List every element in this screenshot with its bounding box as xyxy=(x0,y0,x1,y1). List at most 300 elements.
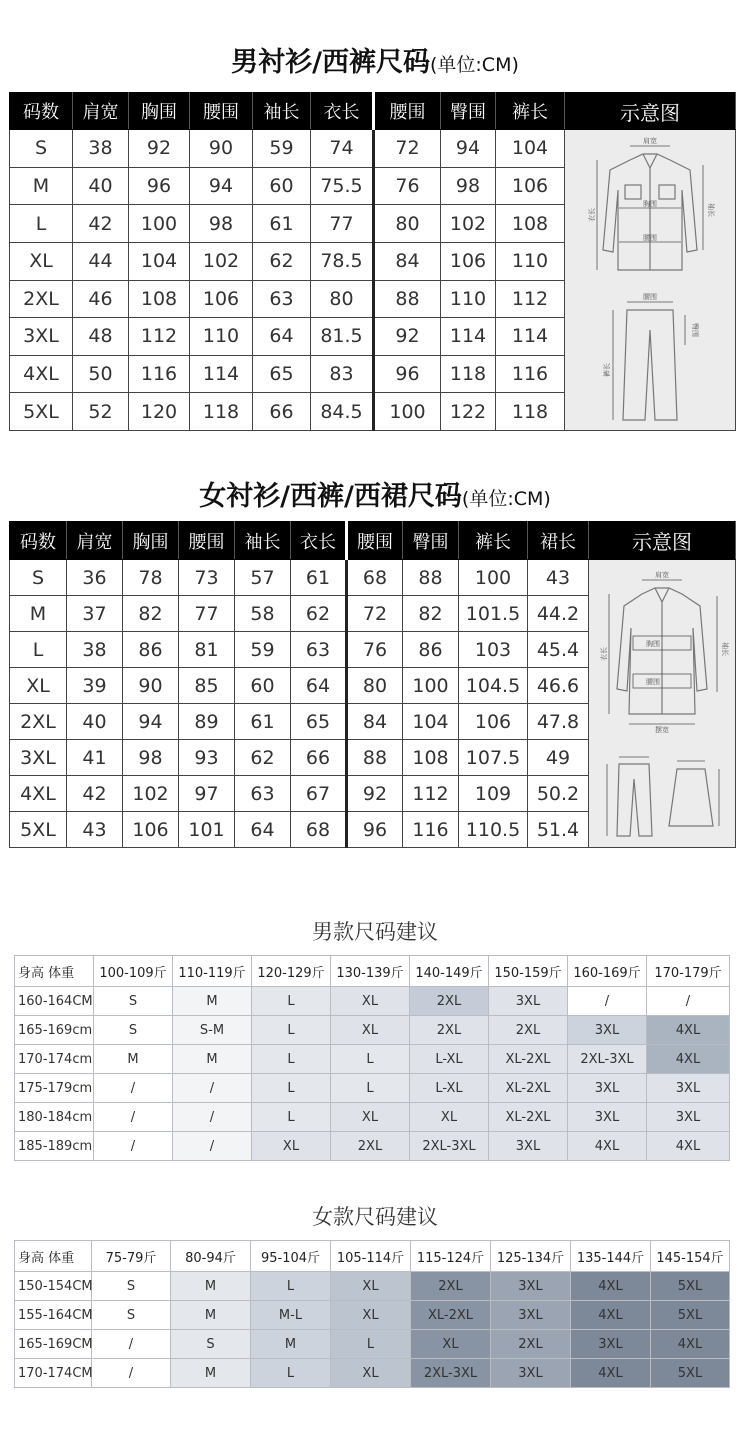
men-size-cell: 118 xyxy=(190,393,253,431)
women-size-cell: 78 xyxy=(123,560,179,596)
men-size-cell: 112 xyxy=(129,318,190,356)
women-size-cell: 86 xyxy=(403,632,459,668)
women-rec-size-cell: 3XL xyxy=(571,1330,651,1359)
women-size-cell: 100 xyxy=(403,668,459,704)
men-size-cell: 59 xyxy=(253,130,311,168)
women-size-title-main: 女衬衫/西裤/西裙尺码 xyxy=(199,481,462,512)
men-rec-size-cell: 2XL-3XL xyxy=(410,1132,489,1161)
men-rec-size-cell: 2XL xyxy=(331,1132,410,1161)
men-rec-size-cell: 2XL xyxy=(410,1016,489,1045)
w-sleeve-label: 袖长 xyxy=(721,641,729,656)
men-rec-size-cell: 4XL xyxy=(647,1016,730,1045)
men-rec-height-label: 170-174cm xyxy=(15,1045,94,1074)
men-rec-size-cell: 3XL xyxy=(568,1103,647,1132)
women-size-cell: 101.5 xyxy=(459,596,528,632)
men-size-header-cell: 袖长 xyxy=(253,93,311,130)
men-size-size-code: 5XL xyxy=(10,393,73,431)
men-size-cell: 77 xyxy=(311,205,374,243)
women-size-cell: 92 xyxy=(347,776,403,812)
men-size-cell: 112 xyxy=(496,280,565,318)
women-size-cell: 112 xyxy=(403,776,459,812)
men-rec-header-cell: 身高 体重 xyxy=(15,956,94,987)
men-rec-size-cell: L xyxy=(331,1074,410,1103)
w-hem-label: 摆宽 xyxy=(655,725,669,734)
women-size-cell: 58 xyxy=(235,596,291,632)
women-garment-diagram xyxy=(597,564,727,844)
women-size-cell: 36 xyxy=(67,560,123,596)
men-rec-size-cell: 4XL xyxy=(647,1132,730,1161)
women-size-cell: 102 xyxy=(123,776,179,812)
men-size-header-cell: 腰围 xyxy=(190,93,253,130)
women-size-header-cell: 腰围 xyxy=(347,522,403,560)
women-rec-size-cell: S xyxy=(92,1272,171,1301)
men-size-cell: 116 xyxy=(496,355,565,393)
women-size-cell: 116 xyxy=(403,812,459,848)
men-rec-size-cell: XL xyxy=(331,1103,410,1132)
men-size-cell: 76 xyxy=(374,167,441,205)
shoulder-label: 肩宽 xyxy=(643,137,657,145)
men-size-cell: 74 xyxy=(311,130,374,168)
men-rec-row xyxy=(15,1045,730,1074)
men-rec-row xyxy=(15,987,730,1016)
men-size-cell: 110 xyxy=(496,242,565,280)
men-size-cell: 63 xyxy=(253,280,311,318)
men-size-cell: 96 xyxy=(374,355,441,393)
men-rec-size-cell: 3XL xyxy=(489,1132,568,1161)
pant-waist-label: 腰围 xyxy=(643,293,657,301)
women-size-cell: 46.6 xyxy=(528,668,589,704)
women-size-cell: 76 xyxy=(347,632,403,668)
women-size-cell: 59 xyxy=(235,632,291,668)
women-size-cell: 106 xyxy=(459,704,528,740)
women-size-cell: 43 xyxy=(67,812,123,848)
women-size-cell: 96 xyxy=(347,812,403,848)
men-rec-size-cell: 4XL xyxy=(568,1132,647,1161)
women-rec-header-cell: 身高 体重 xyxy=(15,1241,92,1272)
men-size-cell: 94 xyxy=(441,130,496,168)
women-size-cell: 88 xyxy=(403,560,459,596)
men-size-cell: 48 xyxy=(73,318,129,356)
women-rec-size-cell: 4XL xyxy=(651,1330,730,1359)
men-size-cell: 78.5 xyxy=(311,242,374,280)
women-size-cell: 97 xyxy=(179,776,235,812)
women-size-header-row xyxy=(10,522,736,560)
women-size-cell: 63 xyxy=(235,776,291,812)
men-size-header-row xyxy=(10,93,736,130)
women-rec-size-cell: 2XL xyxy=(491,1330,571,1359)
men-size-cell: 80 xyxy=(311,280,374,318)
men-rec-height-label: 165-169cm xyxy=(15,1016,94,1045)
women-size-cell: 77 xyxy=(179,596,235,632)
men-rec-size-cell: / xyxy=(94,1132,173,1161)
women-size-cell: 60 xyxy=(235,668,291,704)
women-rec-size-cell: XL xyxy=(411,1330,491,1359)
men-size-cell: 100 xyxy=(374,393,441,431)
men-rec-size-cell: XL xyxy=(252,1132,331,1161)
women-size-header-cell: 肩宽 xyxy=(67,522,123,560)
women-rec-header-cell: 80-94斤 xyxy=(171,1241,251,1272)
men-rec-size-cell: L xyxy=(252,1045,331,1074)
men-rec-size-cell: 2XL xyxy=(489,1016,568,1045)
men-size-cell: 92 xyxy=(129,130,190,168)
men-size-header-cell: 臀围 xyxy=(441,93,496,130)
men-rec-header-cell: 120-129斤 xyxy=(252,956,331,987)
men-size-header-cell: 码数 xyxy=(10,93,73,130)
women-size-cell: 37 xyxy=(67,596,123,632)
men-size-title xyxy=(0,40,750,79)
pants-outline xyxy=(623,310,677,420)
women-rec-size-cell: 5XL xyxy=(651,1301,730,1330)
women-rec-size-cell: XL xyxy=(331,1301,411,1330)
men-size-cell: 88 xyxy=(374,280,441,318)
men-rec-size-cell: / xyxy=(94,1103,173,1132)
women-size-header-cell: 裙长 xyxy=(528,522,589,560)
w-chest-label: 胸围 xyxy=(646,639,660,648)
men-rec-header-row xyxy=(15,956,730,987)
women-rec-height-label: 165-169CM xyxy=(15,1330,92,1359)
women-rec-size-cell: 4XL xyxy=(571,1359,651,1388)
men-rec-header-cell: 160-169斤 xyxy=(568,956,647,987)
women-rec-header-row xyxy=(15,1241,730,1272)
men-size-cell: 98 xyxy=(190,205,253,243)
men-rec-size-cell: XL xyxy=(331,987,410,1016)
women-size-cell: 45.4 xyxy=(528,632,589,668)
men-size-size-code: S xyxy=(10,130,73,168)
women-rec-header-cell: 105-114斤 xyxy=(331,1241,411,1272)
men-rec-size-cell: S-M xyxy=(173,1016,252,1045)
hip-label: 臀围 xyxy=(691,323,699,337)
men-garment-diagram xyxy=(585,130,715,430)
men-rec-size-cell: 3XL xyxy=(568,1074,647,1103)
women-size-cell: 98 xyxy=(123,740,179,776)
women-size-cell: 38 xyxy=(67,632,123,668)
men-size-cell: 90 xyxy=(190,130,253,168)
men-rec-header-cell: 170-179斤 xyxy=(647,956,730,987)
women-recommend-table xyxy=(14,1240,730,1388)
men-size-cell: 50 xyxy=(73,355,129,393)
women-size-size-code: L xyxy=(10,632,67,668)
men-size-cell: 114 xyxy=(190,355,253,393)
women-size-cell: 61 xyxy=(235,704,291,740)
women-size-cell: 66 xyxy=(291,740,347,776)
men-rec-size-cell: XL xyxy=(410,1103,489,1132)
women-size-cell: 39 xyxy=(67,668,123,704)
women-size-size-code: 3XL xyxy=(10,740,67,776)
women-size-cell: 106 xyxy=(123,812,179,848)
men-rec-header-cell: 140-149斤 xyxy=(410,956,489,987)
w-length-label: 衣长 xyxy=(600,646,608,661)
women-rec-header-cell: 115-124斤 xyxy=(411,1241,491,1272)
men-size-title-main: 男衬衫/西裤尺码 xyxy=(231,47,430,78)
men-rec-size-cell: L xyxy=(331,1045,410,1074)
women-size-header-cell: 示意图 xyxy=(589,522,736,560)
women-rec-size-cell: / xyxy=(92,1330,171,1359)
men-recommend-table xyxy=(14,955,730,1161)
pant-length-label: 裤长 xyxy=(603,363,611,377)
women-size-cell: 41 xyxy=(67,740,123,776)
men-rec-height-label: 175-179cm xyxy=(15,1074,94,1103)
men-size-cell: 118 xyxy=(441,355,496,393)
women-recommend-title: 女款尺码建议 xyxy=(312,1205,438,1229)
men-rec-size-cell: L xyxy=(252,1103,331,1132)
women-size-cell: 44.2 xyxy=(528,596,589,632)
women-size-cell: 86 xyxy=(123,632,179,668)
men-rec-size-cell: / xyxy=(94,1074,173,1103)
men-size-cell: 96 xyxy=(129,167,190,205)
women-size-cell: 108 xyxy=(403,740,459,776)
men-rec-header-cell: 150-159斤 xyxy=(489,956,568,987)
men-rec-size-cell: / xyxy=(173,1103,252,1132)
men-size-cell: 122 xyxy=(441,393,496,431)
men-size-cell: 106 xyxy=(441,242,496,280)
women-rec-header-cell: 125-134斤 xyxy=(491,1241,571,1272)
men-recommend-title: 男款尺码建议 xyxy=(312,920,438,944)
women-size-cell: 64 xyxy=(235,812,291,848)
women-size-cell: 42 xyxy=(67,776,123,812)
women-size-cell: 65 xyxy=(291,704,347,740)
women-size-cell: 82 xyxy=(403,596,459,632)
w-pants-outline xyxy=(617,764,652,836)
women-rec-size-cell: 3XL xyxy=(491,1272,571,1301)
men-size-header-cell: 衣长 xyxy=(311,93,374,130)
men-size-cell: 100 xyxy=(129,205,190,243)
men-size-cell: 38 xyxy=(73,130,129,168)
men-size-cell: 102 xyxy=(190,242,253,280)
men-size-header-cell: 裤长 xyxy=(496,93,565,130)
men-rec-height-label: 160-164CM xyxy=(15,987,94,1016)
women-size-cell: 82 xyxy=(123,596,179,632)
men-rec-size-cell: XL-2XL xyxy=(489,1045,568,1074)
women-size-header-cell: 衣长 xyxy=(291,522,347,560)
women-size-title-unit: (单位:CM) xyxy=(461,488,551,510)
women-size-cell: 80 xyxy=(347,668,403,704)
men-size-header-cell: 胸围 xyxy=(129,93,190,130)
men-rec-row xyxy=(15,1132,730,1161)
men-size-row xyxy=(10,130,736,168)
women-size-cell: 64 xyxy=(291,668,347,704)
women-rec-size-cell: L xyxy=(331,1330,411,1359)
men-rec-header-cell: 110-119斤 xyxy=(173,956,252,987)
men-rec-size-cell: 2XL xyxy=(410,987,489,1016)
men-size-cell: 102 xyxy=(441,205,496,243)
women-rec-size-cell: L xyxy=(251,1272,331,1301)
men-rec-size-cell: 4XL xyxy=(647,1045,730,1074)
women-rec-header-cell: 145-154斤 xyxy=(651,1241,730,1272)
women-rec-height-label: 170-174CM xyxy=(15,1359,92,1388)
women-size-header-cell: 裤长 xyxy=(459,522,528,560)
women-size-cell: 103 xyxy=(459,632,528,668)
men-size-cell: 65 xyxy=(253,355,311,393)
men-size-cell: 106 xyxy=(496,167,565,205)
men-rec-size-cell: 3XL xyxy=(489,987,568,1016)
women-rec-row xyxy=(15,1330,730,1359)
women-size-cell: 62 xyxy=(291,596,347,632)
men-size-cell: 116 xyxy=(129,355,190,393)
men-rec-size-cell: XL xyxy=(331,1016,410,1045)
women-rec-size-cell: 5XL xyxy=(651,1272,730,1301)
men-size-cell: 75.5 xyxy=(311,167,374,205)
women-size-cell: 57 xyxy=(235,560,291,596)
men-size-cell: 108 xyxy=(496,205,565,243)
men-size-cell: 83 xyxy=(311,355,374,393)
men-size-cell: 98 xyxy=(441,167,496,205)
men-size-size-code: 2XL xyxy=(10,280,73,318)
men-size-cell: 118 xyxy=(496,393,565,431)
men-size-cell: 106 xyxy=(190,280,253,318)
women-size-cell: 84 xyxy=(347,704,403,740)
men-size-cell: 42 xyxy=(73,205,129,243)
men-rec-row xyxy=(15,1016,730,1045)
men-rec-size-cell: 3XL xyxy=(568,1016,647,1045)
men-size-cell: 80 xyxy=(374,205,441,243)
women-rec-header-cell: 135-144斤 xyxy=(571,1241,651,1272)
women-size-cell: 100 xyxy=(459,560,528,596)
waist-label: 腰围 xyxy=(643,234,657,242)
women-size-cell: 94 xyxy=(123,704,179,740)
men-rec-height-label: 180-184cm xyxy=(15,1103,94,1132)
men-rec-row xyxy=(15,1074,730,1103)
women-size-size-code: S xyxy=(10,560,67,596)
women-size-cell: 101 xyxy=(179,812,235,848)
women-rec-size-cell: L xyxy=(251,1359,331,1388)
men-rec-size-cell: L xyxy=(252,1074,331,1103)
men-rec-size-cell: XL-2XL xyxy=(489,1103,568,1132)
women-rec-size-cell: M xyxy=(251,1330,331,1359)
women-size-cell: 85 xyxy=(179,668,235,704)
women-rec-size-cell: / xyxy=(92,1359,171,1388)
men-rec-size-cell: 3XL xyxy=(647,1074,730,1103)
women-rec-size-cell: 2XL xyxy=(411,1272,491,1301)
women-rec-size-cell: S xyxy=(171,1330,251,1359)
women-size-header-cell: 码数 xyxy=(10,522,67,560)
men-size-cell: 60 xyxy=(253,167,311,205)
men-size-cell: 61 xyxy=(253,205,311,243)
men-rec-header-cell: 100-109斤 xyxy=(94,956,173,987)
women-size-diagram-cell xyxy=(589,560,736,848)
men-rec-size-cell: 2XL-3XL xyxy=(568,1045,647,1074)
women-rec-row xyxy=(15,1359,730,1388)
women-size-header-cell: 胸围 xyxy=(123,522,179,560)
women-size-cell: 81 xyxy=(179,632,235,668)
men-rec-size-cell: L xyxy=(252,1016,331,1045)
women-size-cell: 110.5 xyxy=(459,812,528,848)
men-rec-size-cell: 3XL xyxy=(647,1103,730,1132)
men-size-cell: 46 xyxy=(73,280,129,318)
men-size-size-code: XL xyxy=(10,242,73,280)
men-size-diagram-cell xyxy=(565,130,736,431)
women-size-size-code: 4XL xyxy=(10,776,67,812)
men-size-cell: 108 xyxy=(129,280,190,318)
men-size-cell: 104 xyxy=(129,242,190,280)
men-size-cell: 104 xyxy=(496,130,565,168)
men-rec-size-cell: S xyxy=(94,1016,173,1045)
men-size-header-cell: 腰围 xyxy=(374,93,441,130)
women-rec-size-cell: M xyxy=(171,1272,251,1301)
women-rec-size-cell: XL xyxy=(331,1359,411,1388)
w-shoulder-label: 肩宽 xyxy=(655,570,669,579)
women-size-cell: 89 xyxy=(179,704,235,740)
women-size-cell: 68 xyxy=(347,560,403,596)
men-size-cell: 84 xyxy=(374,242,441,280)
men-size-cell: 84.5 xyxy=(311,393,374,431)
women-size-cell: 104.5 xyxy=(459,668,528,704)
men-size-cell: 52 xyxy=(73,393,129,431)
women-size-cell: 68 xyxy=(291,812,347,848)
women-size-cell: 104 xyxy=(403,704,459,740)
men-size-cell: 44 xyxy=(73,242,129,280)
women-size-cell: 61 xyxy=(291,560,347,596)
women-size-cell: 43 xyxy=(528,560,589,596)
men-rec-height-label: 185-189cm xyxy=(15,1132,94,1161)
women-size-cell: 73 xyxy=(179,560,235,596)
men-rec-header-cell: 130-139斤 xyxy=(331,956,410,987)
men-size-size-code: 3XL xyxy=(10,318,73,356)
men-size-size-code: L xyxy=(10,205,73,243)
men-size-header-cell: 示意图 xyxy=(565,93,736,130)
women-rec-size-cell: XL-2XL xyxy=(411,1301,491,1330)
men-size-cell: 114 xyxy=(496,318,565,356)
women-size-cell: 107.5 xyxy=(459,740,528,776)
women-size-size-code: XL xyxy=(10,668,67,704)
men-size-size-code: 4XL xyxy=(10,355,73,393)
men-size-cell: 40 xyxy=(73,167,129,205)
men-size-table xyxy=(9,92,736,431)
women-size-title xyxy=(0,474,750,513)
w-waist-label: 腰围 xyxy=(646,677,660,686)
women-size-cell: 109 xyxy=(459,776,528,812)
men-rec-size-cell: S xyxy=(94,987,173,1016)
men-size-cell: 72 xyxy=(374,130,441,168)
women-rec-size-cell: 3XL xyxy=(491,1359,571,1388)
women-size-header-cell: 袖长 xyxy=(235,522,291,560)
women-rec-size-cell: M xyxy=(171,1359,251,1388)
women-size-row xyxy=(10,560,736,596)
men-rec-size-cell: L-XL xyxy=(410,1045,489,1074)
women-size-table xyxy=(9,521,736,848)
men-rec-size-cell: L xyxy=(252,987,331,1016)
men-size-header-cell: 肩宽 xyxy=(73,93,129,130)
women-rec-header-cell: 95-104斤 xyxy=(251,1241,331,1272)
women-size-size-code: 2XL xyxy=(10,704,67,740)
men-rec-size-cell: / xyxy=(568,987,647,1016)
men-size-cell: 64 xyxy=(253,318,311,356)
women-rec-height-label: 150-154CM xyxy=(15,1272,92,1301)
women-rec-size-cell: S xyxy=(92,1301,171,1330)
men-rec-size-cell: M xyxy=(173,987,252,1016)
women-size-size-code: M xyxy=(10,596,67,632)
women-size-header-cell: 臀围 xyxy=(403,522,459,560)
women-size-cell: 63 xyxy=(291,632,347,668)
men-rec-size-cell: / xyxy=(647,987,730,1016)
women-size-size-code: 5XL xyxy=(10,812,67,848)
men-rec-size-cell: / xyxy=(173,1074,252,1103)
women-size-cell: 93 xyxy=(179,740,235,776)
chest-label: 胸围 xyxy=(643,200,657,208)
women-rec-size-cell: 2XL-3XL xyxy=(411,1359,491,1388)
women-size-cell: 67 xyxy=(291,776,347,812)
men-size-cell: 114 xyxy=(441,318,496,356)
men-rec-size-cell: XL-2XL xyxy=(489,1074,568,1103)
women-size-cell: 49 xyxy=(528,740,589,776)
women-rec-height-label: 155-164CM xyxy=(15,1301,92,1330)
men-rec-size-cell: L-XL xyxy=(410,1074,489,1103)
men-rec-row xyxy=(15,1103,730,1132)
men-rec-size-cell: / xyxy=(173,1132,252,1161)
women-rec-row xyxy=(15,1301,730,1330)
men-size-cell: 92 xyxy=(374,318,441,356)
women-rec-size-cell: 5XL xyxy=(651,1359,730,1388)
women-size-cell: 51.4 xyxy=(528,812,589,848)
